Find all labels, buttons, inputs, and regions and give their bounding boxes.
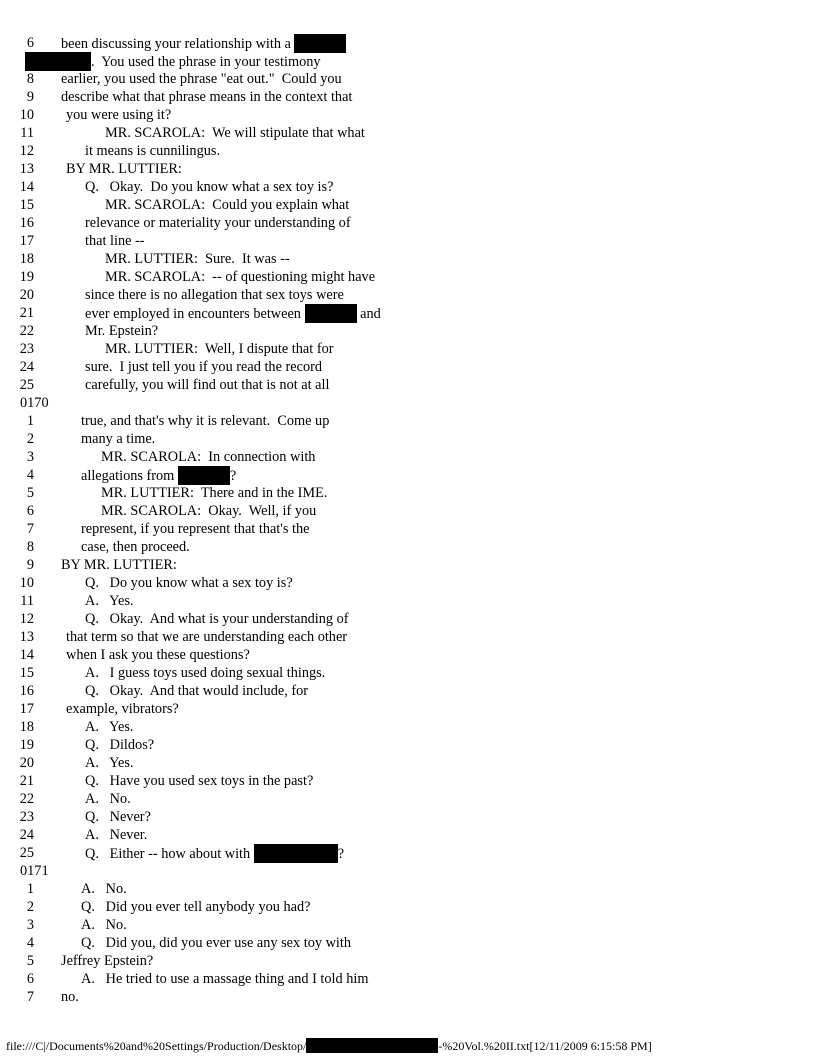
page-number-line [0,862,816,880]
transcript-line [0,646,816,664]
transcript-line [0,916,816,934]
line-number: 24 [19,359,34,375]
line-text [81,430,155,448]
text-segment: and [356,306,381,322]
transcript-line [0,448,816,466]
transcript-line [0,754,816,772]
text-segment: ? [337,846,345,862]
line-number: 8 [26,71,34,87]
page-number: 0171 [20,863,49,879]
file-path-footer [6,1038,652,1053]
transcript-line [0,196,816,214]
line-text [66,106,171,124]
line-text [101,484,327,502]
line-text [101,448,315,466]
transcript-line [0,412,816,430]
line-text [85,736,154,754]
line-text [85,610,349,628]
line-text [85,718,133,736]
line-number: 4 [26,935,34,951]
line-number: 23 [19,341,34,357]
line-number: 17 [19,233,34,249]
transcript-line [0,898,816,916]
text-segment: BY MR. LUTTIER: [66,161,182,177]
transcript-line [0,502,816,520]
line-text [61,556,177,574]
transcript-line [0,592,816,610]
text-segment: relevance or materiality your understanding of [85,215,351,231]
line-number: 24 [19,827,34,843]
text-segment: that line -- [85,233,145,249]
line-text [85,826,147,844]
text-segment: A. Yes. [85,719,134,735]
line-text [101,502,316,520]
transcript-line [0,178,816,196]
line-text [81,898,311,916]
line-number: 9 [26,557,34,573]
text-segment: ever employed in encounters between [85,306,305,322]
text-segment: Q. Okay. And that would include, for [85,683,309,699]
line-text [85,772,313,790]
text-segment: Mr. Epstein? [85,323,159,339]
transcript-line [0,142,816,160]
line-number: 6 [26,503,34,519]
text-segment: MR. LUTTIER: Well, I dispute that for [105,341,334,357]
text-segment: describe what that phrase means in the context that [61,89,353,105]
line-text [61,70,342,88]
transcript-line [0,736,816,754]
line-number: 20 [19,755,34,771]
line-text [85,304,381,323]
transcript-line [0,988,816,1006]
line-number: 10 [19,575,34,591]
line-text [66,700,179,718]
transcript-line [0,232,816,250]
line-text [85,376,329,394]
line-number: 6 [26,971,34,987]
text-segment: case, then proceed. [81,539,190,555]
line-number: 5 [26,485,34,501]
line-text [61,952,153,970]
text-segment: that term so that we are understanding each other [66,629,348,645]
text-segment: A. No. [81,881,127,897]
text-segment: allegations from [81,468,178,484]
transcript-line [0,484,816,502]
line-text [85,682,308,700]
transcript-line [0,610,816,628]
line-text [105,268,375,286]
line-number: 11 [20,125,34,141]
transcript-body [0,34,816,1006]
line-text [61,988,79,1006]
footer-path-prefix: file:///C|/Documents%20and%20Settings/Production/Desktop/ [6,1039,307,1053]
text-segment: A. No. [85,791,131,807]
line-number: 15 [19,197,34,213]
line-text [85,754,133,772]
line-text [85,808,151,826]
line-text [25,52,321,71]
line-number: 12 [19,611,34,627]
text-segment: Q. Did you ever tell anybody you had? [81,899,311,915]
transcript-line [0,844,816,862]
line-text [105,250,290,268]
redaction-block [254,844,338,863]
line-number: 1 [26,881,34,897]
line-number: 2 [26,899,34,915]
line-text [81,934,351,952]
line-text [85,844,344,863]
transcript-line [0,88,816,106]
line-text [85,358,322,376]
line-number: 12 [19,143,34,159]
text-segment: A. Yes. [85,593,134,609]
line-text [61,34,346,53]
line-number: 23 [19,809,34,825]
line-number: 3 [26,449,34,465]
text-segment: Q. Never? [85,809,151,825]
line-text [81,970,368,988]
text-segment: . You used the phrase in your testimony [91,54,321,70]
transcript-line [0,52,816,70]
line-number: 22 [19,323,34,339]
transcript-line [0,106,816,124]
transcript-line [0,376,816,394]
line-text [66,646,250,664]
line-number: 6 [26,35,34,51]
transcript-line [0,700,816,718]
text-segment: MR. SCAROLA: We will stipulate that what [105,125,365,141]
text-segment: MR. LUTTIER: There and in the IME. [101,485,328,501]
text-segment: MR. SCAROLA: -- of questioning might have [105,269,376,285]
text-segment: Q. Did you, did you ever use any sex toy with [81,935,352,951]
text-segment: A. No. [81,917,127,933]
footer-redaction-block [306,1038,438,1053]
text-segment: MR. SCAROLA: Okay. Well, if you [101,503,317,519]
line-number: 19 [19,269,34,285]
transcript-line [0,934,816,952]
line-number: 10 [19,107,34,123]
line-number: 4 [26,467,34,483]
text-segment: many a time. [81,431,156,447]
footer-path-suffix: -%20Vol.%20II.txt[12/11/2009 6:15:58 PM] [438,1039,652,1053]
transcript-line [0,214,816,232]
line-number: 17 [19,701,34,717]
line-text [85,232,145,250]
text-segment: when I ask you these questions? [66,647,250,663]
transcript-line [0,718,816,736]
text-segment: MR. LUTTIER: Sure. It was -- [105,251,290,267]
transcript-line [0,358,816,376]
transcript-line [0,250,816,268]
line-number: 14 [19,179,34,195]
text-segment: no. [61,989,79,1005]
line-number: 25 [19,377,34,393]
redaction-block [294,34,346,53]
transcript-line [0,880,816,898]
page-number-line [0,394,816,412]
transcript-line [0,628,816,646]
transcript-line [0,124,816,142]
transcript-line [0,268,816,286]
transcript-line [0,538,816,556]
text-segment: Q. Okay. And what is your understanding of [85,611,349,627]
transcript-line [0,70,816,88]
transcript-line [0,826,816,844]
line-number: 18 [19,719,34,735]
transcript-line [0,430,816,448]
line-text [81,916,127,934]
transcript-line [0,520,816,538]
line-number: 5 [26,953,34,969]
text-segment: MR. SCAROLA: In connection with [101,449,316,465]
line-text [105,124,365,142]
text-segment: earlier, you used the phrase "eat out." Could you [61,71,342,87]
line-number: 11 [20,593,34,609]
line-number: 7 [26,521,34,537]
line-text [85,286,344,304]
transcript-line [0,772,816,790]
text-segment: since there is no allegation that sex toys were [85,287,344,303]
transcript-line [0,304,816,322]
line-text [81,412,329,430]
line-number: 15 [19,665,34,681]
redaction-block [178,466,230,485]
line-number: 13 [19,161,34,177]
text-segment: true, and that's why it is relevant. Come up [81,413,330,429]
line-text [81,880,127,898]
line-text [85,322,158,340]
line-text [85,790,131,808]
text-segment: represent, if you represent that that's the [81,521,310,537]
transcript-line [0,322,816,340]
line-number: 16 [19,215,34,231]
line-text [66,628,347,646]
text-segment: it means is cunnilingus. [85,143,221,159]
line-text [105,340,334,358]
line-number: 21 [19,305,34,321]
text-segment: sure. I just tell you if you read the record [85,359,323,375]
line-number: 14 [19,647,34,663]
line-number: 19 [19,737,34,753]
transcript-line [0,286,816,304]
line-number: 3 [26,917,34,933]
transcript-line [0,466,816,484]
line-text [81,520,309,538]
text-segment: BY MR. LUTTIER: [61,557,177,573]
redaction-block [25,52,91,71]
line-text [66,160,182,178]
line-text [85,178,333,196]
text-segment: Q. Okay. Do you know what a sex toy is? [85,179,334,195]
line-number: 1 [26,413,34,429]
line-number: 18 [19,251,34,267]
line-text [85,574,293,592]
line-number: 8 [26,539,34,555]
line-number: 13 [19,629,34,645]
line-text [85,214,351,232]
text-segment: you were using it? [66,107,172,123]
transcript-line [0,682,816,700]
line-number: 2 [26,431,34,447]
transcript-line [0,970,816,988]
text-segment: been discussing your relationship with a [61,36,295,52]
text-segment: Q. Dildos? [85,737,155,753]
text-segment: Q. Do you know what a sex toy is? [85,575,293,591]
text-segment: A. Never. [85,827,148,843]
text-segment: carefully, you will find out that is not at all [85,377,330,393]
line-text [61,88,352,106]
line-text [85,592,133,610]
transcript-line [0,790,816,808]
text-segment: Jeffrey Epstein? [61,953,154,969]
text-segment: A. Yes. [85,755,134,771]
transcript-line [0,664,816,682]
text-segment: Q. Either -- how about with [85,846,254,862]
transcript-line [0,556,816,574]
line-number: 25 [19,845,34,861]
line-text [81,466,236,485]
text-segment: ? [229,468,237,484]
transcript-line [0,160,816,178]
text-segment: MR. SCAROLA: Could you explain what [105,197,350,213]
text-segment: A. He tried to use a massage thing and I told him [81,971,369,987]
text-segment: A. I guess toys used doing sexual things. [85,665,326,681]
line-text [85,664,325,682]
line-text [81,538,190,556]
line-number: 20 [19,287,34,303]
transcript-line [0,952,816,970]
transcript-line [0,34,816,52]
line-text [105,196,349,214]
line-text [85,142,220,160]
line-number: 7 [26,989,34,1005]
line-number: 9 [26,89,34,105]
line-number: 16 [19,683,34,699]
line-number: 21 [19,773,34,789]
line-number: 22 [19,791,34,807]
redaction-block [305,304,357,323]
text-segment: Q. Have you used sex toys in the past? [85,773,314,789]
transcript-line [0,808,816,826]
page-number: 0170 [20,395,49,411]
text-segment: example, vibrators? [66,701,179,717]
transcript-line [0,574,816,592]
transcript-line [0,340,816,358]
